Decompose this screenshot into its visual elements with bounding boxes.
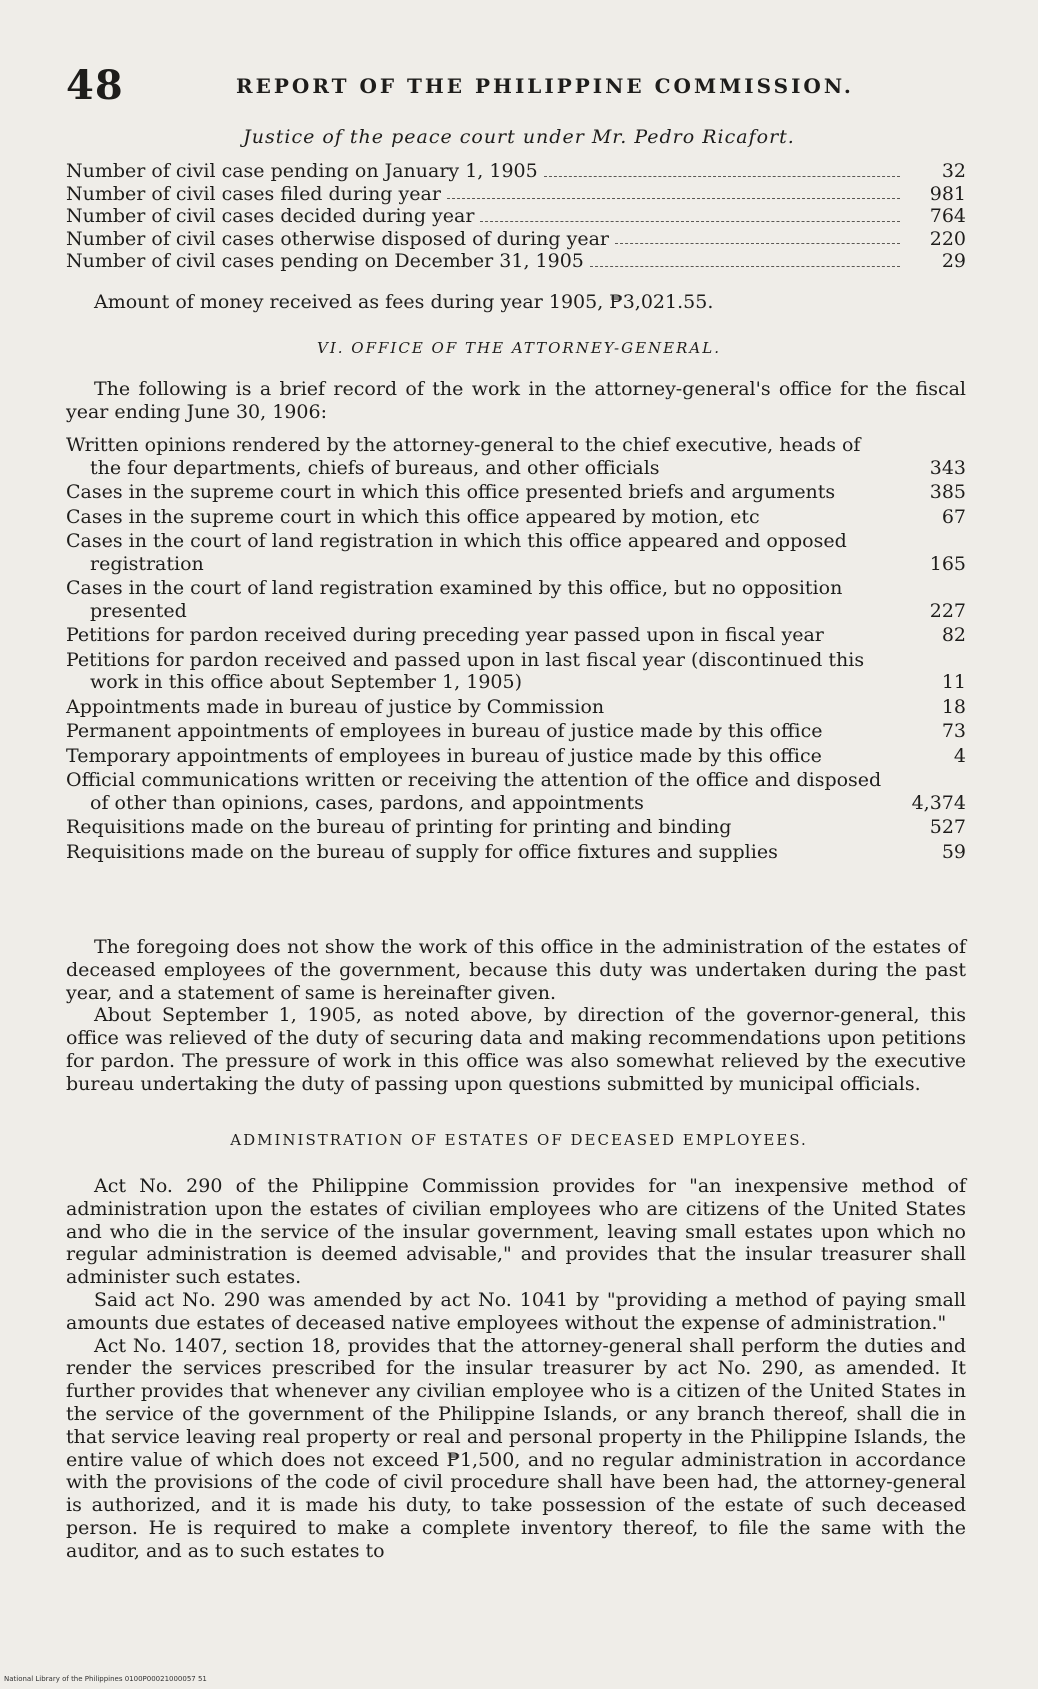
record-text: Petitions for pardon received during preceding year passed upon in fiscal year	[66, 624, 824, 646]
scan-footer: National Library of the Philippines 0100P00021000057 51	[4, 1675, 207, 1683]
record-row	[66, 434, 966, 479]
record-value: 82	[941, 624, 966, 646]
fees-line: Amount of money received as fees during year 1905, ₱3,021.55.	[94, 291, 714, 313]
record-value: 165	[929, 552, 966, 575]
stat-row	[66, 160, 966, 183]
paragraph-act-1407: Act No. 1407, section 18, provides that the attorney-general shall perform the duties and render the services prescribed for the insular treasurer by act No. 290, as amended. It further provides that whenever any civilian employee who is a citizen of the United States in the service of the government of the Philippine Islands, or any branch thereof, shall die in that service leaving real property or real and personal property in the Philippine Islands, the entire value of which does not exceed ₱1,500, and no regular administration in accordance with the provisions of the code of civil procedure shall have been had, the attorney-general is authorized, and it is made his duty, to take possession of the estate of such deceased person. He is required to make a complete inventory thereof, to file the same with the auditor, and as to such estates to	[66, 1334, 966, 1562]
stat-row	[66, 205, 966, 228]
record-text: Cases in the supreme court in which this office appeared by motion, etc	[66, 505, 760, 528]
page-header	[66, 62, 968, 108]
record-value: 59	[941, 840, 966, 863]
record-row	[66, 841, 966, 864]
paragraph-september: About September 1, 1905, as noted above, by direction of the governor-general, this office was relieved of the duty of securing data and making recommendations upon petitions for pardon. The pressure of work in this office was also somewhat relieved by the executive bureau undertaking the duty of passing upon questions submitted by municipal officials.	[66, 1004, 966, 1095]
record-value: 73	[941, 720, 966, 742]
admin-heading: ADMINISTRATION OF ESTATES OF DECEASED EMPLOYEES.	[230, 1131, 808, 1149]
record-text: Cases in the court of land registration examined by this office, but no opposition presented	[66, 577, 843, 622]
record-text: Temporary appointments of employees in bureau of justice made by this office	[66, 744, 822, 767]
record-value: 227	[929, 599, 966, 622]
stat-value: 29	[941, 250, 966, 272]
record-text: Cases in the supreme court in which this office presented briefs and arguments	[66, 481, 836, 503]
record-row	[66, 649, 966, 694]
intro-paragraph: The following is a brief record of the work in the attorney-general's office for the fiscal year ending June 30, 1906:	[66, 378, 966, 423]
record-text: Cases in the court of land registration in which this office appeared and opposed registration	[66, 530, 847, 575]
stat-row	[66, 183, 966, 206]
record-value: 4	[953, 744, 966, 767]
stat-row	[66, 228, 966, 251]
leader-dots	[590, 266, 900, 267]
record-value: 343	[929, 456, 966, 479]
record-row	[66, 769, 966, 814]
record-row	[66, 745, 966, 768]
record-text: Permanent appointments of employees in bureau of justice made by this office	[66, 720, 823, 742]
page-number: 48	[66, 62, 124, 109]
stat-label: Number of civil cases pending on December 31, 1905	[66, 250, 584, 272]
record-row	[66, 720, 966, 743]
stat-value: 220	[929, 227, 966, 250]
section-heading: VI. OFFICE OF THE ATTORNEY-GENERAL.	[317, 339, 721, 357]
stat-value: 32	[941, 160, 966, 182]
paragraph-foregoing: The foregoing does not show the work of this office in the administration of the estates of deceased employees of the government, because this duty was undertaken during the past year, and a statement of same is hereinafter given.	[66, 936, 966, 1004]
record-text: Requisitions made on the bureau of supply for office fixtures and supplies	[66, 840, 778, 863]
record-text: Written opinions rendered by the attorney-general to the chief executive, heads of the four departments, chiefs of bureaus, and other officials	[66, 434, 861, 479]
record-value: 527	[929, 816, 966, 838]
record-row	[66, 481, 966, 504]
body-paragraphs	[66, 936, 966, 1096]
leader-dots	[480, 221, 900, 222]
stat-label: Number of civil case pending on January 1, 1905	[66, 160, 538, 182]
stat-value: 981	[929, 182, 966, 205]
leader-dots	[544, 176, 900, 177]
record-row	[66, 696, 966, 719]
stat-label: Number of civil cases decided during year	[66, 205, 475, 227]
record-value: 11	[941, 671, 966, 693]
leader-dots	[447, 198, 900, 199]
record-row	[66, 506, 966, 529]
record-text: Petitions for pardon received and passed upon in last fiscal year (discontinued this work in this office about September 1, 1905)	[66, 648, 865, 693]
leader-dots	[615, 243, 900, 244]
record-text: Requisitions made on the bureau of printing for printing and binding	[66, 816, 732, 838]
record-row	[66, 530, 966, 575]
running-head: REPORT OF THE PHILIPPINE COMMISSION.	[236, 74, 854, 98]
record-value: 67	[941, 505, 966, 528]
stat-label: Number of civil cases filed during year	[66, 182, 441, 205]
stat-label: Number of civil cases otherwise disposed of during year	[66, 227, 610, 250]
record-row	[66, 577, 966, 622]
record-value: 385	[929, 481, 966, 503]
record-value: 18	[941, 695, 966, 718]
stat-row	[66, 250, 966, 273]
records-table	[66, 434, 966, 865]
paragraph-said-act: Said act No. 290 was amended by act No. 1041 by "providing a method of paying small amounts due estates of deceased native employees without the expense of administration."	[66, 1288, 966, 1334]
record-value: 4,374	[911, 791, 966, 814]
record-text: Official communications written or receiving the attention of the office and disposed of other than opinions, cases, pardons, and appointments	[66, 769, 882, 814]
stat-value: 764	[929, 205, 966, 227]
record-text: Appointments made in bureau of justice by Commission	[66, 695, 605, 718]
court-subtitle: Justice of the peace court under Mr. Pedro Ricafort.	[243, 126, 795, 148]
paragraph-act-290: Act No. 290 of the Philippine Commission provides for "an inexpensive method of administration upon the estates of civilian employees who are citizens of the United States and who die in the service of the insular government, leaving small estates upon which no regular administration is deemed advisable," and provides that the insular treasurer shall administer such estates.	[66, 1175, 966, 1289]
record-row	[66, 816, 966, 839]
admin-paragraphs	[66, 1175, 966, 1563]
court-stats-table	[66, 160, 966, 273]
record-row	[66, 624, 966, 647]
